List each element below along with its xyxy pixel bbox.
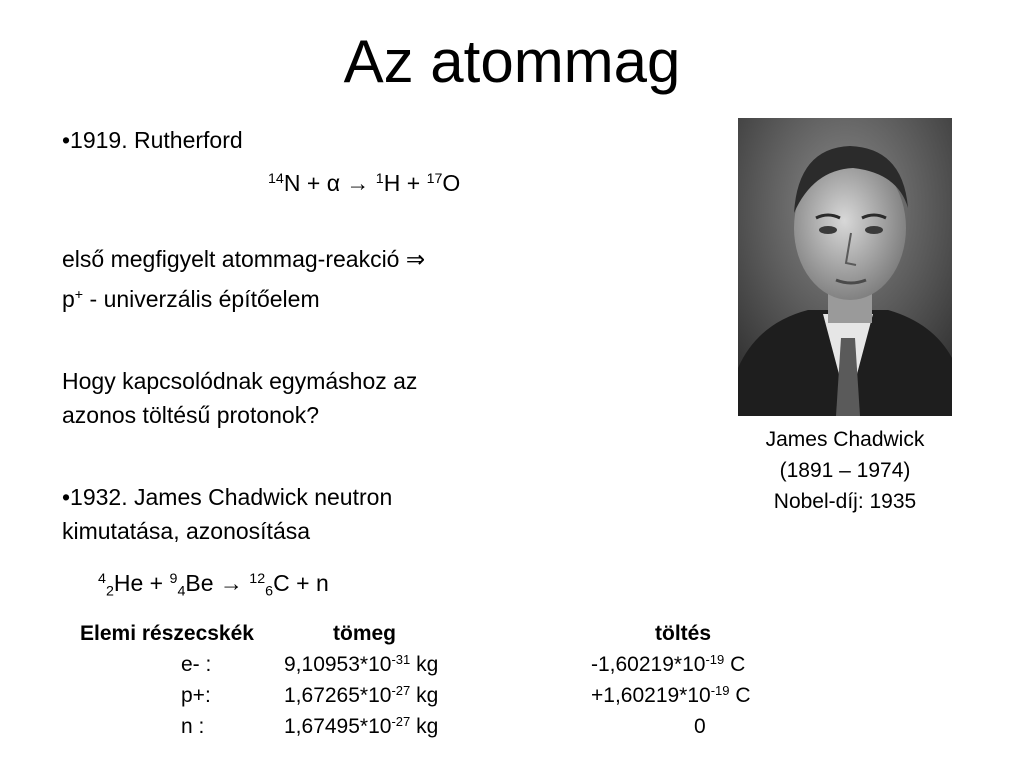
table-row-charge: $+1,60219*10^{-19}$ C — [591, 682, 751, 707]
bullet-1932-chadwick: •1932. James Chadwick neutron — [62, 484, 393, 510]
table-header-charge: töltés — [655, 622, 712, 645]
bullet-1919-rutherford: •1919. Rutherford — [62, 127, 243, 153]
caption-nobel: Nobel-díj: 1935 — [773, 490, 917, 513]
table-row-mass: $1,67495*10^{-27}$ kg — [284, 713, 439, 738]
table-header-particles: Elemi részecskék — [80, 622, 254, 645]
first-reaction-text: első megfigyelt atommag-reakció ⇒ — [62, 246, 426, 272]
table-row-mass: $9,10953*10^{-31}$ kg — [284, 651, 439, 676]
slide-title: Az atommag — [343, 28, 681, 95]
question-line-2: azonos töltésű protonok? — [62, 402, 320, 428]
table-row-charge: 0 — [694, 715, 706, 738]
nuclear-reaction-rutherford: $^{14}$N + α → $^1$H + $^{17}$O — [268, 170, 461, 196]
caption-years: (1891 – 1974) — [779, 459, 911, 482]
table-row-mass: $1,67265*10^{-27}$ kg — [284, 682, 439, 707]
table-row-name: p+: — [181, 684, 211, 707]
caption-name: James Chadwick — [765, 428, 925, 451]
table-row-name: n : — [181, 715, 205, 738]
nuclear-reaction-chadwick: $^4_2$He + $^9_4$Be → $^{12}_6$C + n — [98, 570, 329, 600]
table-row-name: e- : — [181, 653, 212, 676]
photo-caption — [738, 424, 952, 517]
question-line-1: Hogy kapcsolódnak egymáshoz az — [62, 368, 418, 394]
proton-text: p+ - univerzális építőelem — [62, 286, 320, 312]
chadwick-portrait-photo — [738, 118, 952, 416]
table-row-charge: $-1,60219*10^{-19}$ C — [591, 651, 746, 676]
table-header-mass: tömeg — [333, 622, 396, 645]
bullet-1932-line-2: kimutatása, azonosítása — [62, 518, 311, 544]
